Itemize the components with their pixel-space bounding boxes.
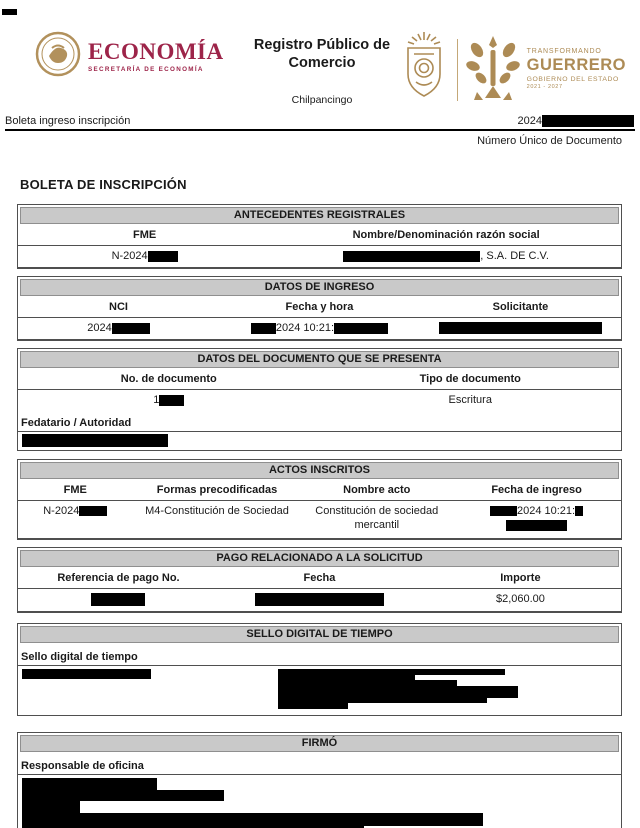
nombre-acto-value <box>301 505 452 533</box>
referencia-value <box>18 593 219 606</box>
col-header-fme: FME <box>133 229 157 242</box>
fecha-ingreso-redaction-left <box>490 506 517 516</box>
doc-number <box>518 115 634 127</box>
doc-number-redaction <box>542 115 634 127</box>
acto-fme-redaction <box>79 506 107 516</box>
col-header-nci: NCI <box>109 301 128 314</box>
fme-visible: N-2024 <box>111 250 148 263</box>
economia-wordmark <box>88 40 224 73</box>
economia-eagle-seal-icon <box>34 30 82 83</box>
pago-values <box>18 588 621 612</box>
pago-fecha-redaction <box>255 593 384 606</box>
document-meta-row <box>0 115 640 127</box>
fecha-hora-value <box>219 322 420 334</box>
fecha-visible: 2024 10:21: <box>275 322 335 335</box>
ingreso-values <box>18 317 621 340</box>
section-datos-ingreso <box>17 276 622 341</box>
fecha-ingreso-redaction-right <box>575 506 583 516</box>
firmo-redaction-line4 <box>22 813 483 826</box>
nci-value <box>18 322 219 334</box>
solicitante-redaction <box>439 322 602 334</box>
no-documento-value <box>18 394 320 406</box>
sello-value <box>18 666 621 715</box>
col-header-nombre: Nombre/Denominación razón social <box>352 229 540 242</box>
guerrero-tree-icon <box>465 32 521 107</box>
fedatario-label: Fedatario / Autoridad <box>18 411 621 432</box>
sello-redaction-left <box>22 669 151 679</box>
section-firmo <box>17 732 622 828</box>
solicitante-value <box>420 322 621 334</box>
section-actos-inscritos <box>17 459 622 540</box>
firmo-redaction-line3 <box>22 801 80 813</box>
header-rule <box>5 129 635 131</box>
formas-precodificadas-value: M4-Constitución de Sociedad <box>145 505 289 518</box>
section-title: PAGO RELACIONADO A LA SOLICITUD <box>20 550 619 567</box>
document-title-block <box>246 30 398 106</box>
guerrero-logo <box>398 30 626 109</box>
doc-title-line2: Comercio <box>288 55 356 72</box>
section-datos-documento <box>17 348 622 451</box>
firmo-redaction-line1 <box>22 778 157 790</box>
num-redaction <box>159 395 184 406</box>
doc-title-line1: Registro Público de <box>253 37 391 53</box>
ingreso-column-headers <box>18 298 621 317</box>
sello-label: Sello digital de tiempo <box>18 645 621 666</box>
guerrero-line4: 2021 - 2027 <box>526 84 563 91</box>
col-header-referencia: Referencia de pago No. <box>57 571 180 584</box>
actos-values <box>18 500 621 539</box>
nombre-suffix: , S.A. DE C.V. <box>480 250 549 263</box>
firmo-redaction-line2 <box>22 790 224 801</box>
fedatario-redaction <box>22 434 168 447</box>
pago-column-headers <box>18 569 621 588</box>
section-antecedentes-registrales <box>17 204 622 269</box>
office-name: Chilpancingo <box>291 94 353 107</box>
col-header-nombre-acto: Nombre acto <box>343 484 411 497</box>
referencia-redaction <box>91 593 145 606</box>
responsable-value <box>18 775 621 828</box>
actos-column-headers <box>18 481 621 500</box>
nombre-value <box>271 250 621 262</box>
sello-redaction-line4 <box>278 686 518 698</box>
guerrero-line2: GUERRERO <box>526 56 626 75</box>
antecedentes-column-headers <box>18 226 621 245</box>
col-header-fecha: Fecha <box>303 571 336 584</box>
section-title: DATOS DEL DOCUMENTO QUE SE PRESENTA <box>20 351 619 368</box>
section-title: SELLO DIGITAL DE TIEMPO <box>20 626 619 643</box>
fme-value <box>18 250 271 262</box>
section-title: DATOS DE INGRESO <box>20 279 619 296</box>
num-visible: 1 <box>153 394 160 407</box>
sello-redaction-block <box>278 669 518 709</box>
sello-redaction-line6 <box>278 703 348 709</box>
col-header-no-documento: No. de documento <box>120 373 217 386</box>
pago-fecha-value <box>219 593 420 606</box>
col-header-tipo-documento: Tipo de documento <box>419 373 521 386</box>
nombre-redaction <box>343 251 480 262</box>
documento-values <box>18 389 621 411</box>
tipo-documento-value: Escritura <box>448 394 492 407</box>
nombre-acto-line1: Constitución de sociedad <box>315 505 439 518</box>
guerrero-coat-of-arms-icon <box>398 30 450 109</box>
guerrero-logo-divider <box>457 39 458 101</box>
doc-type-label: Boleta ingreso inscripción <box>5 115 131 128</box>
nombre-acto-line2: mercantil <box>354 518 400 531</box>
economia-name: ECONOMÍA <box>88 39 224 64</box>
doc-number-caption: Número Único de Documento <box>477 135 622 148</box>
col-header-fecha-ingreso: Fecha de ingreso <box>491 484 582 497</box>
acto-fme-value <box>18 505 133 533</box>
antecedentes-values <box>18 245 621 268</box>
col-header-solicitante: Solicitante <box>492 301 549 314</box>
fedatario-value <box>18 432 621 450</box>
page-title: BOLETA DE INSCRIPCIÓN <box>20 177 187 193</box>
guerrero-wordmark <box>527 48 626 91</box>
guerrero-line1: TRANSFORMANDO <box>526 48 602 56</box>
responsable-label: Responsable de oficina <box>18 754 621 775</box>
fecha-redaction-left <box>251 323 276 334</box>
fecha-redaction-right <box>334 323 388 334</box>
fecha-ingreso-visible: 2024 10:21: <box>516 505 576 518</box>
col-header-formas: Formas precodificadas <box>156 484 278 497</box>
fecha-ingreso-value <box>452 505 621 533</box>
redaction-mark <box>2 9 17 15</box>
section-pago <box>17 547 622 613</box>
section-title: ACTOS INSCRITOS <box>20 462 619 479</box>
economia-subtitle: SECRETARÍA DE ECONOMÍA <box>88 66 204 73</box>
guerrero-line3: GOBIERNO DEL ESTADO <box>526 75 619 83</box>
economia-logo <box>34 30 246 83</box>
page-header <box>0 0 640 109</box>
section-sello-digital <box>17 623 622 716</box>
nci-visible: 2024 <box>87 322 112 335</box>
section-title: ANTECEDENTES REGISTRALES <box>20 207 619 224</box>
col-header-fme: FME <box>63 484 87 497</box>
fme-redaction <box>148 251 178 262</box>
documento-column-headers <box>18 370 621 389</box>
col-header-importe: Importe <box>500 571 541 584</box>
fecha-ingreso-redaction-line2 <box>506 520 567 531</box>
col-header-fecha-hora: Fecha y hora <box>285 301 354 314</box>
doc-number-visible: 2024 <box>517 115 542 127</box>
acto-fme-visible: N-2024 <box>43 505 80 518</box>
importe-value: $2,060.00 <box>495 592 545 605</box>
section-title: FIRMÓ <box>20 735 619 752</box>
nci-redaction <box>112 323 150 334</box>
